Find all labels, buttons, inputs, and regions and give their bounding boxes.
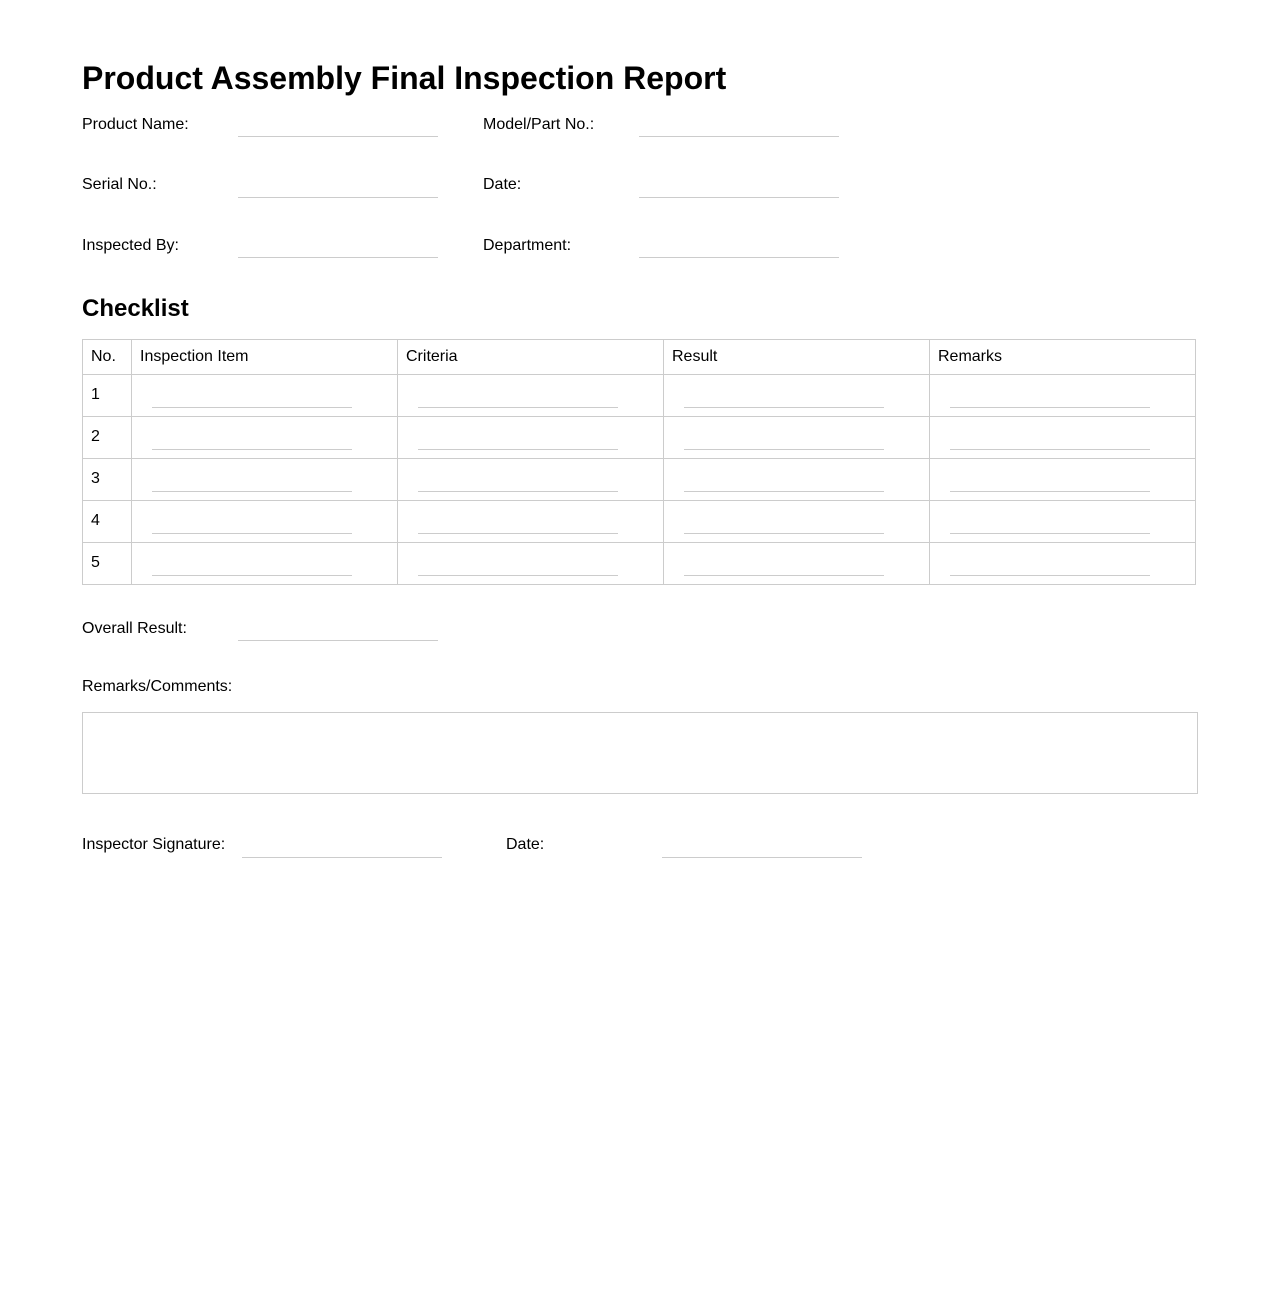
result-field[interactable] — [684, 533, 884, 534]
criteria-field[interactable] — [418, 575, 618, 576]
remarks-field[interactable] — [950, 491, 1150, 492]
inspection-item-field[interactable] — [152, 491, 352, 492]
overall-result-field[interactable] — [238, 640, 438, 641]
column-header-criteria: Criteria — [398, 340, 664, 375]
product-name-label: Product Name: — [82, 116, 189, 133]
column-header-no: No. — [83, 340, 132, 375]
model-part-no-field[interactable] — [639, 136, 839, 137]
criteria-field[interactable] — [418, 449, 618, 450]
remarks-field[interactable] — [950, 407, 1150, 408]
inspection-item-field[interactable] — [152, 575, 352, 576]
inspection-item-field[interactable] — [152, 533, 352, 534]
table-row — [83, 543, 1196, 585]
signature-date-field[interactable] — [662, 857, 862, 858]
row-number: 1 — [83, 375, 132, 417]
column-header-remarks: Remarks — [930, 340, 1196, 375]
result-cell[interactable] — [664, 543, 930, 585]
table-row — [83, 375, 1196, 417]
product-name-field[interactable] — [238, 136, 438, 137]
inspection-item-cell[interactable] — [132, 501, 398, 543]
inspection-item-field[interactable] — [152, 449, 352, 450]
inspection-item-cell[interactable] — [132, 543, 398, 585]
overall-result-label: Overall Result: — [82, 620, 187, 637]
row-number: 2 — [83, 417, 132, 459]
remarks-comments-label: Remarks/Comments: — [82, 678, 233, 695]
inspection-item-cell[interactable] — [132, 459, 398, 501]
criteria-cell[interactable] — [398, 417, 664, 459]
column-header-inspection-item: Inspection Item — [132, 340, 398, 375]
department-label: Department: — [483, 237, 572, 254]
checklist-heading: Checklist — [82, 295, 189, 322]
column-header-result: Result — [664, 340, 930, 375]
inspection-item-cell[interactable] — [132, 417, 398, 459]
inspected-by-field[interactable] — [238, 257, 438, 258]
result-cell[interactable] — [664, 459, 930, 501]
result-cell[interactable] — [664, 501, 930, 543]
inspected-by-label: Inspected By: — [82, 237, 179, 254]
date-field[interactable] — [639, 197, 839, 198]
model-part-no-label: Model/Part No.: — [483, 116, 595, 133]
remarks-field[interactable] — [950, 449, 1150, 450]
result-field[interactable] — [684, 491, 884, 492]
criteria-field[interactable] — [418, 533, 618, 534]
row-number: 5 — [83, 543, 132, 585]
inspector-signature-field[interactable] — [242, 857, 442, 858]
criteria-cell[interactable] — [398, 543, 664, 585]
inspector-signature-label: Inspector Signature: — [82, 836, 226, 853]
result-cell[interactable] — [664, 417, 930, 459]
criteria-cell[interactable] — [398, 459, 664, 501]
date-label: Date: — [483, 176, 522, 193]
row-number: 4 — [83, 501, 132, 543]
remarks-cell[interactable] — [930, 417, 1196, 459]
serial-no-label: Serial No.: — [82, 176, 157, 193]
signature-date-label: Date: — [506, 836, 545, 853]
result-field[interactable] — [684, 407, 884, 408]
table-header-row — [83, 340, 1196, 375]
result-cell[interactable] — [664, 375, 930, 417]
table-row — [83, 459, 1196, 501]
result-field[interactable] — [684, 449, 884, 450]
remarks-field[interactable] — [950, 575, 1150, 576]
remarks-comments-textarea[interactable] — [82, 712, 1198, 794]
checklist-table — [82, 339, 1196, 585]
table-row — [83, 501, 1196, 543]
criteria-field[interactable] — [418, 491, 618, 492]
result-field[interactable] — [684, 575, 884, 576]
remarks-cell[interactable] — [930, 501, 1196, 543]
department-field[interactable] — [639, 257, 839, 258]
remarks-cell[interactable] — [930, 375, 1196, 417]
criteria-field[interactable] — [418, 407, 618, 408]
remarks-cell[interactable] — [930, 543, 1196, 585]
row-number: 3 — [83, 459, 132, 501]
remarks-field[interactable] — [950, 533, 1150, 534]
remarks-cell[interactable] — [930, 459, 1196, 501]
table-row — [83, 417, 1196, 459]
page-title: Product Assembly Final Inspection Report — [82, 60, 727, 96]
inspection-item-cell[interactable] — [132, 375, 398, 417]
criteria-cell[interactable] — [398, 501, 664, 543]
criteria-cell[interactable] — [398, 375, 664, 417]
serial-no-field[interactable] — [238, 197, 438, 198]
inspection-item-field[interactable] — [152, 407, 352, 408]
